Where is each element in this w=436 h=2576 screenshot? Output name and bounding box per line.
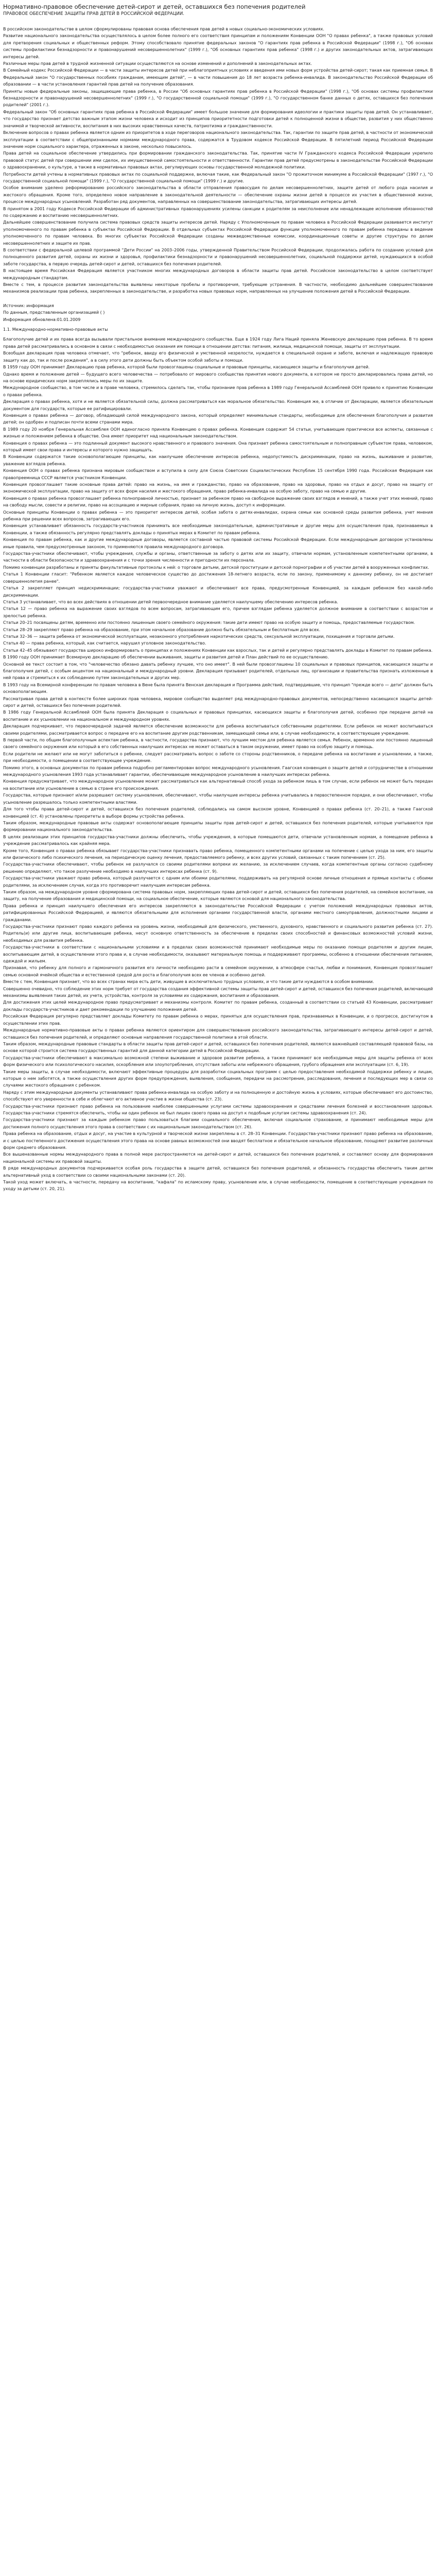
paragraph: Статья 2 закрепляет принцип недискриминации; государства-участники уважают и обеспечивают все права, предусмотренные Конвенцией, за каждым ребенком без какой-либо дискриминации. — [3, 586, 433, 598]
paragraph: Если родители не желают или не могут заботиться о ребенке, следует рассматривать вопрос о заботе со стороны родственников, о передаче ребенка на воспитание и усыновлении, а также, при необходимости, о помещении в соответствующее учреждение. — [3, 751, 433, 764]
paragraph: Вместе с тем, Конвенция признает, что во всех странах мира есть дети, живущие в исключительно трудных условиях, и что такие дети нуждаются в особом внимании. — [3, 979, 374, 985]
paragraph: Вместе с тем, в процессе развития законодательства выявлены некоторые пробелы и противоречия, требующие устранения. В частности, необходимо дальнейшее совершенствование механизмов реализации прав ребенка, закрепленных в законодательстве, и разработка новых правовых норм, направленных на улучшение положения детей в Российской Федерации. — [3, 282, 433, 294]
paragraph: Государства-участники в соответствии с национальными условиями и в пределах своих возможностей принимают необходимые меры по оказанию помощи родителям и другим лицам, воспитывающим детей, в осуществлении этого права и, в случае необходимости, оказывают материальную помощь и поддерживают программы, особенно в отношении обеспечения питанием, одеждой и жильем. — [3, 945, 433, 964]
paragraph: Государства-участники уважают право ребенка, который разлучается с одним или обоими родителями, поддерживать на регулярной основе личные отношения и прямые контакты с обоими родителями, за исключением случая, когда это противоречит наилучшим интересам ребенка. — [3, 876, 433, 888]
paragraph: Однако время и положение детей — будущего всего человечества — потребовало от мирового сообщества принятия нового документа, в котором не просто декларировались права детей, но на основе юридических норм закреплялись меры по их защите. — [3, 371, 433, 383]
paragraph: В целях реализации этих принципов государства-участники должны обеспечить, чтобы учреждения, в которые помещаются дети, отвечали установленным нормам, а помещение ребенка в учреждение рассматривалось как крайняя мера. — [3, 834, 433, 846]
topic-line: По данным, представленным организацией ( ) — [3, 310, 105, 315]
paragraph: В 1990 году ООН принимает Всемирную декларацию об обеспечении выживания, защиты и развития детей и План действий по ее осуществлению. — [3, 655, 329, 660]
paragraph: В первой части, по общим благополучным аспектам ребенка, в частности, государства признают, что лучшим местом для ребенка является семья. Ребенок, временно или постоянно лишенный своего семейного окружения или который в его собственных наилучших интересах не может оставаться в таком окружении, имеет право на особую защиту и помощь. — [3, 738, 433, 750]
paragraph: Права ребенка и принцип наилучшего обеспечения его интересов закрепляются в законодательстве Российской Федерации с учетом положений международных правовых актов, ратифицированных Российской Федерацией, и являются обязательными для исполнения органами государственной власти, органами местного самоуправления, должностными лицами и гражданами. — [3, 903, 433, 922]
document-page — [0, 0, 436, 1203]
paragraph: Государства-участники обеспечивают, чтобы ребенок не разлучался со своими родителями вопреки их желанию, за исключением случаев, когда компетентные органы согласно судебному решению определяют, что такое разлучение необходимо в наилучших интересах ребенка (ст. 9). — [3, 862, 433, 874]
paragraph: Кроме того, Конвенция о правах ребенка обязывает государства-участники признавать право ребенка, помещенного компетентными органами на попечение с целью ухода за ним, его защиты или физического либо психического лечения, на периодическую оценку лечения, предоставляемого ребенку, и всех других условий, связанных с таким попечением (ст. 25). — [3, 848, 433, 860]
paragraph: В Семейный кодекс Российской Федерации — в части защиты интересов детей при неблагоприятных условиях и введения ими новых форм устройства детей-сирот; такая как приемная семья. В Федеральный закон "О государственных пособиях гражданам, имеющим детей", — в части повышения до 18 лет возраста ребенка-инвалида. В законодательство Российской Федерации об образовании — в части установления гарантий прав детей на получение образования. — [3, 68, 433, 87]
paragraph: Включение вопросов о правах ребенка является одним из приоритетов в ходе переговоров национального законодательства. Так, гарантии по защите прав детей, в частности от экономической эксплуатации в соответствии с общепризнанными нормами международного права, содержатся в Трудовом кодексе Российской Федерации. В пятилетний период Российской Федерации значение норм социального характера, отраженных в законе, несколько повысилось. — [3, 130, 433, 149]
paragraph: Наряду с этим международные документы устанавливают права ребенка-инвалида на особую заботу и на полноценную и достойную жизнь в условиях, которые обеспечивают его достоинство, способствуют его уверенности в себе и облегчают его активное участие в жизни общества (ст. 23). — [3, 1090, 433, 1102]
paragraph: Для того чтобы права детей-сирот и детей, оставшихся без попечения родителей, соблюдались на самом высоком уровне, Конвенцией о правах ребенка (ст. 20–21), а также Гаагской конвенцией (ст. 4) установлены приоритеты в выборе формы устройства ребенка. — [3, 807, 433, 819]
paragraph: В 1986 году Генеральной Ассамблеей ООН была принята Декларация о социальных и правовых принципах, касающихся защиты и благополучия детей, особенно при передаче детей на воспитание и их усыновлении на национальном и международном уровнях. — [3, 710, 433, 722]
paragraph: Такие меры защиты, в случае необходимости, включают эффективные процедуры для разработки социальных программ с целью предоставления необходимой поддержки ребенку и лицам, которые о нем заботятся, а также осуществления других форм предупреждения, выявления, сообщения, передачи на рассмотрение, расследования, лечения и последующих мер в связи со случаями жестокого обращения с ребенком. — [3, 1069, 433, 1088]
paragraph: В российском законодательстве в целом сформулированы правовая основа обеспечения прав детей в новых социально-экономических условиях. — [3, 27, 324, 31]
updated-line: Информация обновлена:01.01.2009 — [3, 317, 81, 322]
paragraph: Для достижения этих целей международное право предусматривает и механизмы контроля. Комитет по правам ребенка, созданный в соответствии со статьей 43 Конвенции, рассматривает доклады государств-участников и дает рекомендации по улучшению положения детей. — [3, 1000, 433, 1012]
source-line: Источник: информация — [3, 303, 54, 308]
paragraph: Конвенция устанавливает обязанность государств-участников принимать все необходимые законодательные, административные и другие меры для осуществления прав, признаваемых в Конвенции, а также обязанность регулярно представлять доклады о принятых мерах в Комитет по правам ребенка. — [3, 523, 433, 535]
paragraph: Конвенция о правах ребенка провозглашает ребенка полноправной личностью, признает за ребенком право на свободное выражение своих взглядов и мнений, а также учет этих мнений, право на свободу мысли, совести и религии, право на ассоциацию и мирные собрания, право на личную жизнь, доступ к информации. — [3, 496, 433, 508]
body-section — [3, 336, 433, 1192]
paragraph: Статья 3 устанавливает, что во всех действиях в отношении детей первоочередное внимание уделяется наилучшему обеспечению интересов ребенка. — [3, 599, 338, 604]
paragraph: Рассматривая права детей в контексте более широких прав человека, мировое сообщество выделяет ряд международно-правовых документов, непосредственно касающихся защиты детей-сирот и детей, оставшихся без попечения родителей. — [3, 696, 433, 708]
paragraph: Статьи 32–36 — защита ребенка от экономической эксплуатации, незаконного употребления наркотических средств, сексуальной эксплуатации, похищения и торговли детьми. — [3, 634, 395, 639]
paragraph: Все вышеназванные нормы международного права в полной мере распространяются на детей-сирот и детей, оставшихся без попечения родителей, и составляют основу для формирования национальной системы их правовой защиты. — [3, 1152, 433, 1164]
paragraph: В принятом в 2001 году Кодексе Российской Федерации об административных правонарушениях усилены санкции к родителям за неисполнение или ненадлежащее исполнение обязанностей по содержанию и воспитанию несовершеннолетних. — [3, 206, 433, 218]
document-subtitle: ПРАВОВОЕ ОБЕСПЕЧЕНИЕ ЗАЩИТЫ ПРАВ ДЕТЕЙ В РОССИЙСКОЙ ФЕДЕРАЦИИ. — [3, 11, 185, 16]
paragraph: В 1993 году на Всемирной конференции по правам человека в Вене была принята Венская декларация и Программа действий, подтвердившие, что принцип "прежде всего — дети" должен быть основополагающим. — [3, 682, 433, 694]
paragraph: Особое внимание уделено реформированию российского законодательства в области отправления правосудия по делам несовершеннолетних, защите детей от любого рода насилия и жестокого обращения. Кроме того, определено новое направление в законодательной деятельности — обеспечение охраны жизни детей в процессе их участия в общественной жизни, процессе международных усыновлений. Разработан ряд документов, направленных на совершенствование законодательства, затрагивающих интересы детей. — [3, 185, 433, 205]
paragraph: Российская Федерация регулярно представляет доклады Комитету по правам ребенка о мерах, принятых для осуществления прав, признаваемых в Конвенции, и о прогрессе, достигнутом в осуществлении этих прав. — [3, 1014, 433, 1026]
paragraph: Статьи 42–45 обязывают государства широко информировать о принципах и положениях Конвенции как взрослых, так и детей и регулярно представлять доклады в Комитет по правам ребенка. — [3, 648, 433, 653]
paragraph: Государства-участники признают право ребенка на пользование наиболее совершенными услугами системы здравоохранения и средствами лечения болезней и восстановления здоровья. Государства-участники стремятся обеспечить, чтобы ни один ребенок не был лишен своего права на доступ к подобным услугам системы здравоохранения (ст. 24). — [3, 1104, 433, 1115]
paragraph: Государства-участники признают право каждого ребенка на уровень жизни, необходимый для физического, умственного, духовного, нравственного и социального развития ребенка (ст. 27). Родитель(и) или другие лица, воспитывающие ребенка, несут основную ответственность за обеспечение в пределах своих способностей и финансовых возможностей условий жизни, необходимых для развития ребенка. — [3, 924, 433, 943]
paragraph: Конвенция о правах ребенка — договор, обладающий силой международного закона, который определяет минимальные стандарты, необходимые для обеспечения благополучия и развития детей; он одобрен и подписан почти всеми странами мира. — [3, 413, 433, 425]
paragraph: Федеральный закон "Об основных гарантиях прав ребенка в Российской Федерации" имеет большое значение для формирования идеологии и практики защиты прав детей. Он устанавливает, что государство признает детство важным этапом жизни человека и исходит из принципов приоритетности подготовки детей к полноценной жизни в обществе, развития у них общественно значимой и творческой активности, воспитания в них высоких нравственных качеств, патриотизма и гражданственности. — [3, 109, 433, 128]
paragraph: В 1959 году ООН принимает Декларацию прав ребенка, которой были провозглашены социальные и правовые принципы, касающиеся защиты и благополучия детей. — [3, 365, 370, 370]
paragraph: Помимо этого, в основных документах по правам ребенка подробно регламентирован вопрос международного усыновления. Гаагская конвенция о защите детей и сотрудничестве в отношении международного усыновления 1993 года устанавливает гарантии, обеспечивающие международное усыновление в наилучших интересах ребенка. — [3, 765, 433, 777]
paragraph: В ряде международных документов подчеркивается особая роль государства в защите детей, оставшихся без попечения родителей, и обязанность государства обеспечить таким детям альтернативный уход в соответствии со своими национальными законами (ст. 20). — [3, 1166, 433, 1178]
paragraph: Конвенция по правам ребенка, как и другие международные договоры, является составной частью правовой системы Российской Федерации. Если международным договором установлены иные правила, чем предусмотренные законом, то применяются правила международного договора. — [3, 537, 433, 549]
paragraph: Потребности детей учтены в нормативных правовых актах по социальной поддержке, включая такие, как Федеральный закон "О прожиточном минимуме в Российской Федерации" (1997 г.), "О государственной социальной помощи" (1999 г.), "О государственной социальной помощи" (1999 г.) и другие. — [3, 172, 433, 183]
paragraph: Конвенция ООН о правах ребенка признана мировым сообществом и вступила в силу для Союза Советских Социалистических Республик 15 сентября 1990 года. Российская Федерация как правопреемница СССР является участником Конвенции. — [3, 468, 433, 480]
intro-section — [3, 26, 433, 295]
paragraph: Приняты новые федеральные законы, защищающие права ребенка, в России "Об основных гарантиях прав ребенка в Российской Федерации" (1998 г.), "Об основах системы профилактики безнадзорности и правонарушений несовершеннолетних" (1999 г.), "О государственной социальной помощи" (1999 г.), "О государственном банке данных о детях, оставшихся без попечения родителей" (2001 г.). — [3, 89, 433, 108]
paragraph: Всеобщая декларация прав человека отмечает, что "ребенок, ввиду его физической и умственной незрелости, нуждается в специальной охране и заботе, включая и надлежащую правовую защиту как до, так и после рождения", а в силу этого дети должны быть объектом особой заботы и помощи. — [3, 351, 433, 363]
paragraph: В Конвенции содержатся такие основополагающие принципы, как наилучшее обеспечение интересов ребенка, недопустимость дискриминации, право на жизнь, выживание и развитие, уважение взглядов ребенка. — [3, 454, 433, 466]
paragraph: Основные принципы Конвенции о правах ребенка — это приоритет интересов детей, особая забота о детях-инвалидах, охрана семьи как основной среды развития ребенка, учет мнения ребенка при решении всех вопросов, затрагивающих его. — [3, 510, 433, 522]
paragraph: Права ребенка на образование, отдых и досуг, на участие в культурной и творческой жизни закреплены в ст. 28–31 Конвенции. Государства-участники признают право ребенка на образование, и с целью постепенного достижения осуществления этого права на основе равных возможностей они вводят бесплатное и обязательное начальное образование, поощряют развитие различных форм среднего образования. — [3, 1131, 433, 1150]
paragraph: Права детей на социальное обеспечение утвердились при формировании гражданского законодательства. Так, принятие части IV Гражданского кодекса Российской Федерации укрепило правовой статус детей при совершении ими сделок, их имущественной самостоятельности и ответственности. Гарантии прав детей предусмотрены в законодательстве Российской Федерации о здравоохранении, о культуре, а также в нормативных правовых актах, регулирующих основы государственной молодежной политики. — [3, 151, 433, 170]
paragraph: Статья 40 — права ребенка, который, как считается, нарушил уголовное законодательство. — [3, 641, 206, 646]
paragraph: Конвенция провозглашает такие основные права детей: право на жизнь, на имя и гражданство, право на образование, право на здоровье, право на отдых и досуг, право на защиту от экономической эксплуатации, право на защиту от всех форм насилия и жестокого обращения, право ребенка-инвалида на особую заботу, право на семью и другие. — [3, 482, 433, 494]
paragraph: Декларация подчеркивает, что первоочередной задачей является обеспечение возможности для ребенка воспитываться собственными родителями. Если ребенок не может воспитываться своими родителями, рассматривается вопрос о передаче его на воспитание другим родственникам, замещающей семье или, в случае необходимости, в соответствующее учреждение. — [3, 724, 433, 736]
document-title: Нормативно-правовое обеспечение детей-сирот и детей, оставшихся без попечения родителей — [3, 3, 306, 10]
paragraph: Статьи 20–21 посвящены детям, временно или постоянно лишенным своего семейного окружения: такие дети имеют право на особую защиту и помощь, предоставляемые государством. — [3, 620, 415, 625]
paragraph: Таким образом, международные правовые акты содержат основополагающие принципы защиты прав детей-сирот и детей, оставшихся без попечения родителей, которые учитываются при формировании национального законодательства. — [3, 820, 433, 833]
paragraph: Признавая, что ребенку для полного и гармоничного развития его личности необходимо расти в семейном окружении, в атмосфере счастья, любви и понимания, Конвенция провозглашает семью основной ячейкой общества и естественной средой для роста и благополучия всех ее членов и особенно детей. — [3, 965, 433, 977]
paragraph: Государства, которые признают и/или разрешают систему усыновления, обеспечивают, чтобы наилучшие интересы ребенка учитывались в первостепенном порядке, и они обеспечивают, чтобы усыновление разрешалось только компетентными властями. — [3, 793, 433, 805]
paragraph: Основной ее текст состоит в том, что "человечество обязано давать ребенку лучшее, что оно имеет". В ней были провозглашены 10 социальных и правовых принципов, касающихся защиты и благополучия детей, с особым акцентом на национальный и международный уровни. Декларация призывает родителей, отдельных лиц, организации и правительства признать изложенные в ней права и стремиться к их соблюдению путем законодательных и других мер. — [3, 662, 433, 681]
paragraph: Конвенция предусматривает, что международное усыновление может рассматриваться как альтернативный способ ухода за ребенком лишь в том случае, если ребенок не может быть передан на воспитание или усыновление в семью в стране его происхождения. — [3, 779, 433, 791]
paragraph: Дальнейшее совершенствование получила система правовых средств защиты интересов детей. Наряду с Уполномоченным по правам человека в Российской Федерации развивается институт уполномоченного по правам ребенка в субъектах Российской Федерации. В отдельных субъектах Российской Федерации функции уполномоченного по правам ребенка переданы в ведение уполномоченного по правам человека. Во многих субъектах Российской Федерации созданы межведомственные комиссии, координационные советы и другие структуры по делам несовершеннолетних и защите их прав. — [3, 220, 433, 246]
section-title: 1.1. Международно-нормативно-правовые акты — [3, 327, 108, 332]
paragraph: Таким образом, на международном уровне сформирована система правовых норм, закрепляющих права детей-сирот и детей, оставшихся без попечения родителей, на семейное воспитание, на защиту, на получение образования и медицинской помощи, на социальное обеспечение, которые являются основой для национального законодательства. — [3, 889, 433, 902]
paragraph: Декларация о правах ребенка, хотя и не является обязательной силы, должна рассматриваться как моральное обязательство. Конвенция же, в отличие от Декларации, является обязательным документом для государств, которые ее ратифицировали. — [3, 399, 433, 411]
paragraph: Международное сообщество, в том числе и в праве человека, стремилось сделать так, чтобы признание прав ребенка в 1989 году Генеральной Ассамблеей ООН привело к принятию Конвенции о правах ребенка. — [3, 385, 433, 397]
paragraph: Статья 1 Конвенции гласит: "Ребенком является каждое человеческое существо до достижения 18-летнего возраста, если по закону, применимому к данному ребенку, он не достигает совершеннолетия ранее". — [3, 572, 433, 584]
paragraph: В соответствии с федеральной целевой программой "Дети России" на 2003–2006 годы, утвержденной Правительством Российской Федерации, продолжалась работа по созданию условий для полноценного развития детей, охраны их жизни и здоровья, профилактики безнадзорности и правонарушений несовершеннолетних, социальной поддержки детей, нуждающихся в особой заботе государства, в первую очередь детей-сирот и детей, оставшихся без попечения родителей. — [3, 248, 433, 266]
paragraph: Помимо конвенции разработаны и приняты факультативные протоколы к ней: о торговле детьми, детской проституции и детской порнографии и об участии детей в вооруженных конфликтах. — [3, 565, 429, 570]
paragraph: Конвенция о правах ребенка — это подлинный документ высокого нравственного и правового значения. Она признает ребенка самостоятельным и полноправным субъектом права, человеком, который имеет свои права и интересы и которого нужно защищать. — [3, 440, 433, 452]
paragraph: Государства-участники обеспечивают, чтобы учреждения, службы и органы, ответственные за заботу о детях или их защиту, отвечали нормам, установленным компетентными органами, в частности в области безопасности и здравоохранения и с точки зрения численности и пригодности их персонала. — [3, 551, 433, 563]
paragraph: Развитие национального законодательства осуществлялось в целом более полного его соответствия принципам и положениям Конвенции ООН "О правах ребенка", а также правовых условий для претворения социальных и общественных реформ. Этому способствовало принятие федеральных законов "О гарантиях прав ребенка в Российской Федерации" (1998 г.), "Об основах системы профилактики безнадзорности и правонарушений несовершеннолетних" (1999 г.), "Об основных гарантиях прав ребенка" (1998 г.) и других законодательных актов, затрагивающих интересы детей. — [3, 33, 433, 59]
paragraph: Статьи 28–29 закрепляют право ребенка на образование, при этом начальное образование должно быть обязательным и бесплатным для всех. — [3, 627, 321, 632]
paragraph: Благополучие детей и их права всегда вызывали пристальное внимание международного сообщества. Еще в 1924 году Лига Наций приняла Женевскую декларацию прав ребенка. В то время права детей рассматривались в основном в связи с необходимостью оказания им помощи в отношении детства: питания, жилища, медицинской помощи, защиты от эксплуатации. — [3, 337, 433, 349]
paragraph: Государства-участники обеспечивают в максимально возможной степени выживание и здоровое развитие ребенка, а также принимают все необходимые меры для защиты ребенка от всех форм физического или психологического насилия, оскорбления или злоупотребления, отсутствия заботы или небрежного обращения, грубого обращения или эксплуатации (ст. 6, 19). — [3, 1055, 433, 1067]
paragraph: Различные меры прав детей в трудной жизненной ситуации осуществляются на основе изменений и дополнений в законодательных актах. — [3, 61, 312, 66]
paragraph: Таким образом, международные правовые стандарты в области защиты прав детей-сирот и детей, оставшихся без попечения родителей, являются важнейшей составляющей правовой базы, на основе которой строится система государственных гарантий для данной категории детей в Российской Федерации. — [3, 1041, 433, 1054]
paragraph: В настоящее время Российская Федерация является участником многих международных договоров в области защиты прав детей. Российское законодательство в целом соответствует международным стандартам. — [3, 268, 433, 280]
paragraph: В 1989 году 20 ноября Генеральная Ассамблея ООН единогласно приняла Конвенцию о правах ребенка. Конвенция содержит 54 статьи, учитывающие практически все аспекты, связанные с жизнью и положением ребенка в обществе. Она имеет приоритет над национальным законодательством. — [3, 427, 433, 439]
paragraph: Государства-участники признают за каждым ребенком право пользоваться благами социального обеспечения, включая социальное страхование, и принимают необходимые меры для достижения полного осуществления этого права в соответствии с их национальным законодательством (ст. 26). — [3, 1117, 433, 1129]
paragraph: Статья 12 — право ребенка на выражение своих взглядов по всем вопросам, затрагивающим его, причем взглядам ребенка уделяется должное внимание в соответствии с возрастом и зрелостью ребенка. — [3, 606, 433, 618]
paragraph: Совершенно очевидно, что соблюдение этих норм требует от государства создания эффективной системы защиты прав детей-сирот и детей, оставшихся без попечения родителей, включающей механизмы выявления таких детей, их учета, устройства, контроля за условиями их содержания, воспитания и образования. — [3, 986, 433, 998]
paragraph: Такой уход может включать, в частности, передачу на воспитание, "кафала" по исламскому праву, усыновление или, в случае необходимости, помещение в соответствующие учреждения по уходу за детьми (ст. 20, 21). — [3, 1180, 433, 1192]
paragraph: Международные нормативно-правовые акты о правах ребенка являются ориентиром для совершенствования российского законодательства, затрагивающего интересы детей-сирот и детей, оставшихся без попечения родителей, и определяют основные направления государственной политики в этой области. — [3, 1028, 433, 1040]
